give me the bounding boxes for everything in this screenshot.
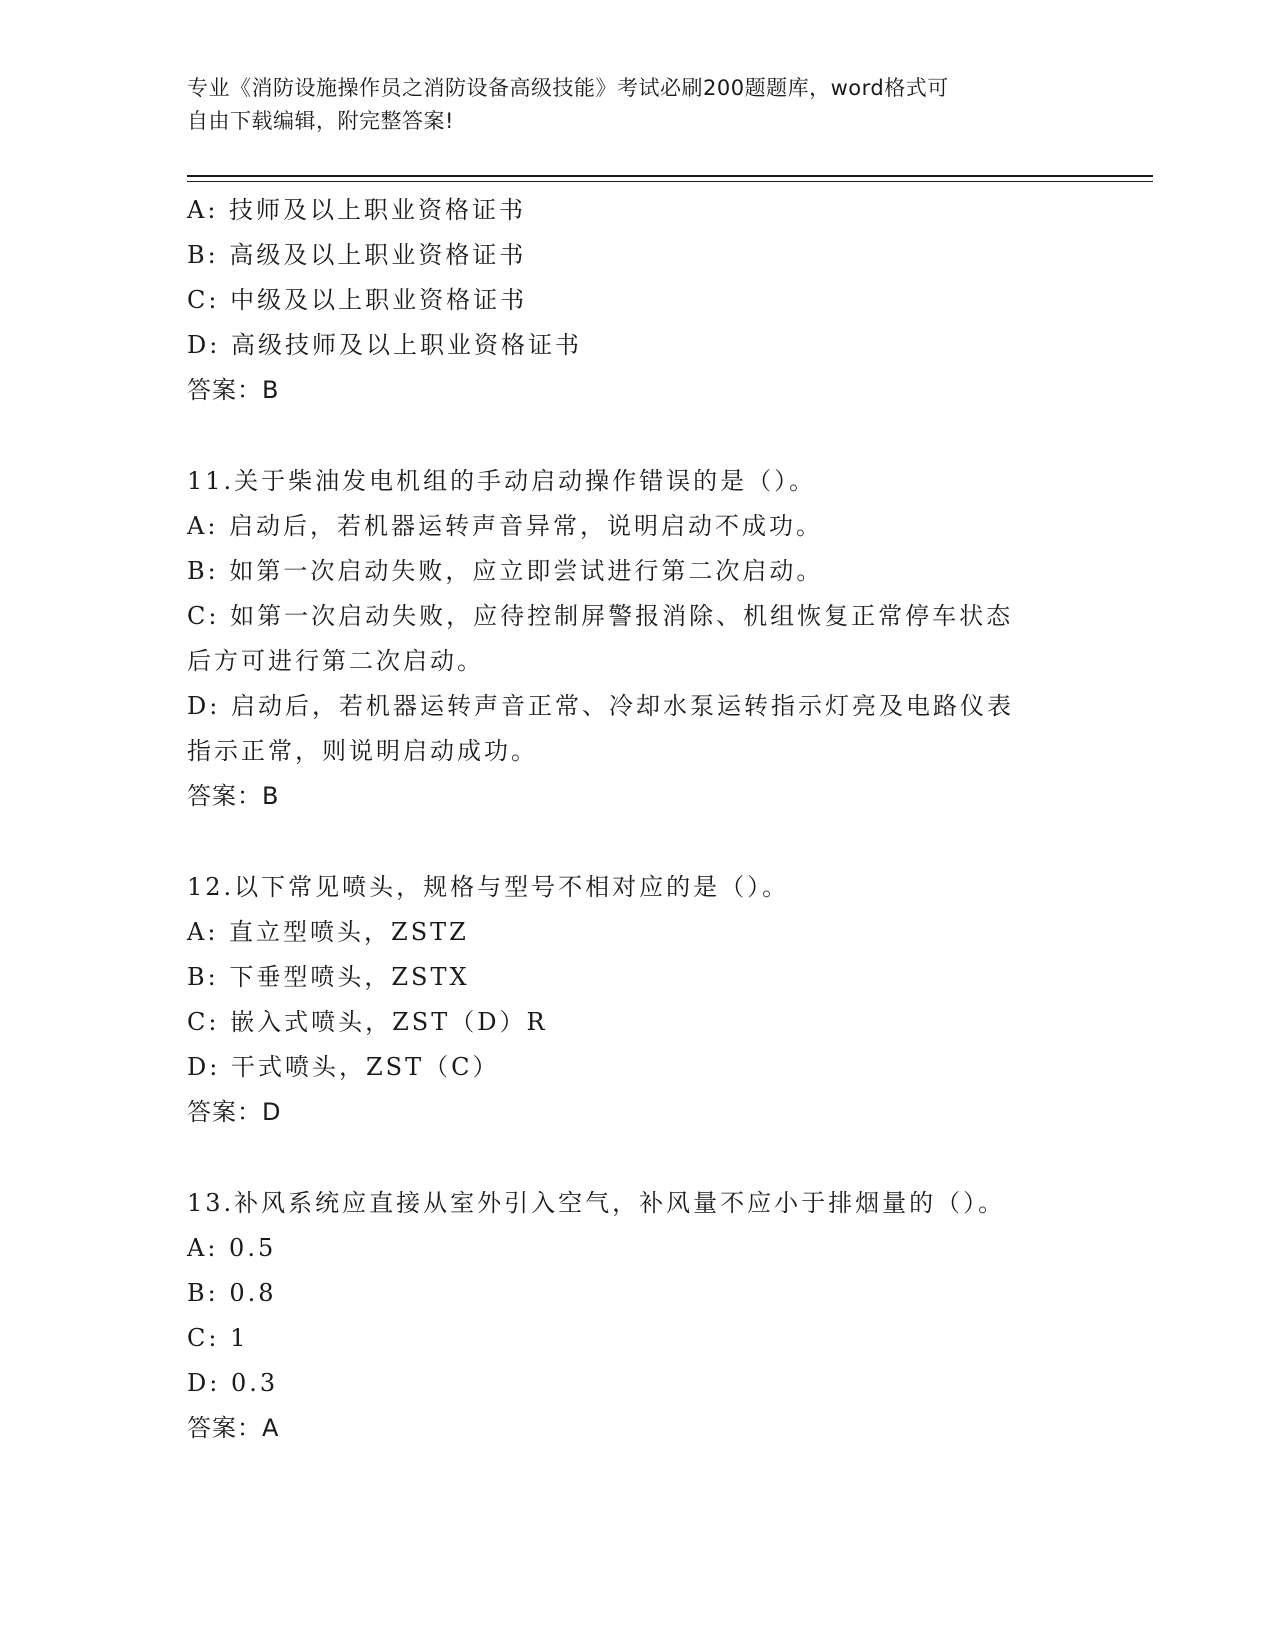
question-10 <box>187 188 1087 413</box>
option-d: D: 干式喷头，ZST（C） <box>187 1053 500 1081</box>
question-stem: 12.以下常见喷头，规格与型号不相对应的是（）。 <box>187 873 790 901</box>
option-a: A: 启动后，若机器运转声音异常，说明启动不成功。 <box>187 512 824 540</box>
option-a: A: 技师及以上职业资格证书 <box>187 196 527 224</box>
spacer <box>187 413 1087 459</box>
option-d-continuation: 指示正常，则说明启动成功。 <box>187 737 538 765</box>
option-c-continuation: 后方可进行第二次启动。 <box>187 647 484 675</box>
answer-line: 答案：B <box>187 376 280 404</box>
option-d: D: 0.3 <box>187 1369 279 1397</box>
spacer <box>187 1135 1087 1181</box>
option-b: B: 如第一次启动失败，应立即尝试进行第二次启动。 <box>187 557 824 585</box>
question-stem: 13.补风系统应直接从室外引入空气，补风量不应小于排烟量的（）。 <box>187 1189 1006 1217</box>
option-b: B: 0.8 <box>187 1279 277 1307</box>
answer-line: 答案：D <box>187 1098 282 1126</box>
header-divider-thick <box>187 175 1153 177</box>
option-c: C: 中级及以上职业资格证书 <box>187 286 528 314</box>
option-d: D: 启动后，若机器运转声音正常、冷却水泵运转指示灯亮及电路仪表 <box>187 692 1014 720</box>
option-a: A: 直立型喷头，ZSTZ <box>187 918 469 946</box>
option-a: A: 0.5 <box>187 1234 277 1262</box>
header-divider-thin <box>187 181 1153 182</box>
question-list <box>187 188 1087 1451</box>
spacer <box>187 819 1087 865</box>
document-header <box>187 72 1067 138</box>
header-line-2: 自由下载编辑，附完整答案! <box>187 109 454 133</box>
option-d: D: 高级技师及以上职业资格证书 <box>187 331 582 359</box>
option-b: B: 下垂型喷头，ZSTX <box>187 963 470 991</box>
question-12 <box>187 865 1087 1135</box>
header-line-1: 专业《消防设施操作员之消防设备高级技能》考试必刷200题题库，word格式可 <box>187 76 949 100</box>
answer-line: 答案：A <box>187 1414 280 1442</box>
option-b: B: 高级及以上职业资格证书 <box>187 241 527 269</box>
question-11 <box>187 459 1087 819</box>
option-c: C: 嵌入式喷头，ZST（D）R <box>187 1008 548 1036</box>
answer-line: 答案：B <box>187 782 280 810</box>
question-13 <box>187 1181 1087 1451</box>
option-c: C: 如第一次启动失败，应待控制屏警报消除、机组恢复正常停车状态 <box>187 602 1014 630</box>
option-c: C: 1 <box>187 1324 249 1352</box>
question-stem: 11.关于柴油发电机组的手动启动操作错误的是（）。 <box>187 467 817 495</box>
